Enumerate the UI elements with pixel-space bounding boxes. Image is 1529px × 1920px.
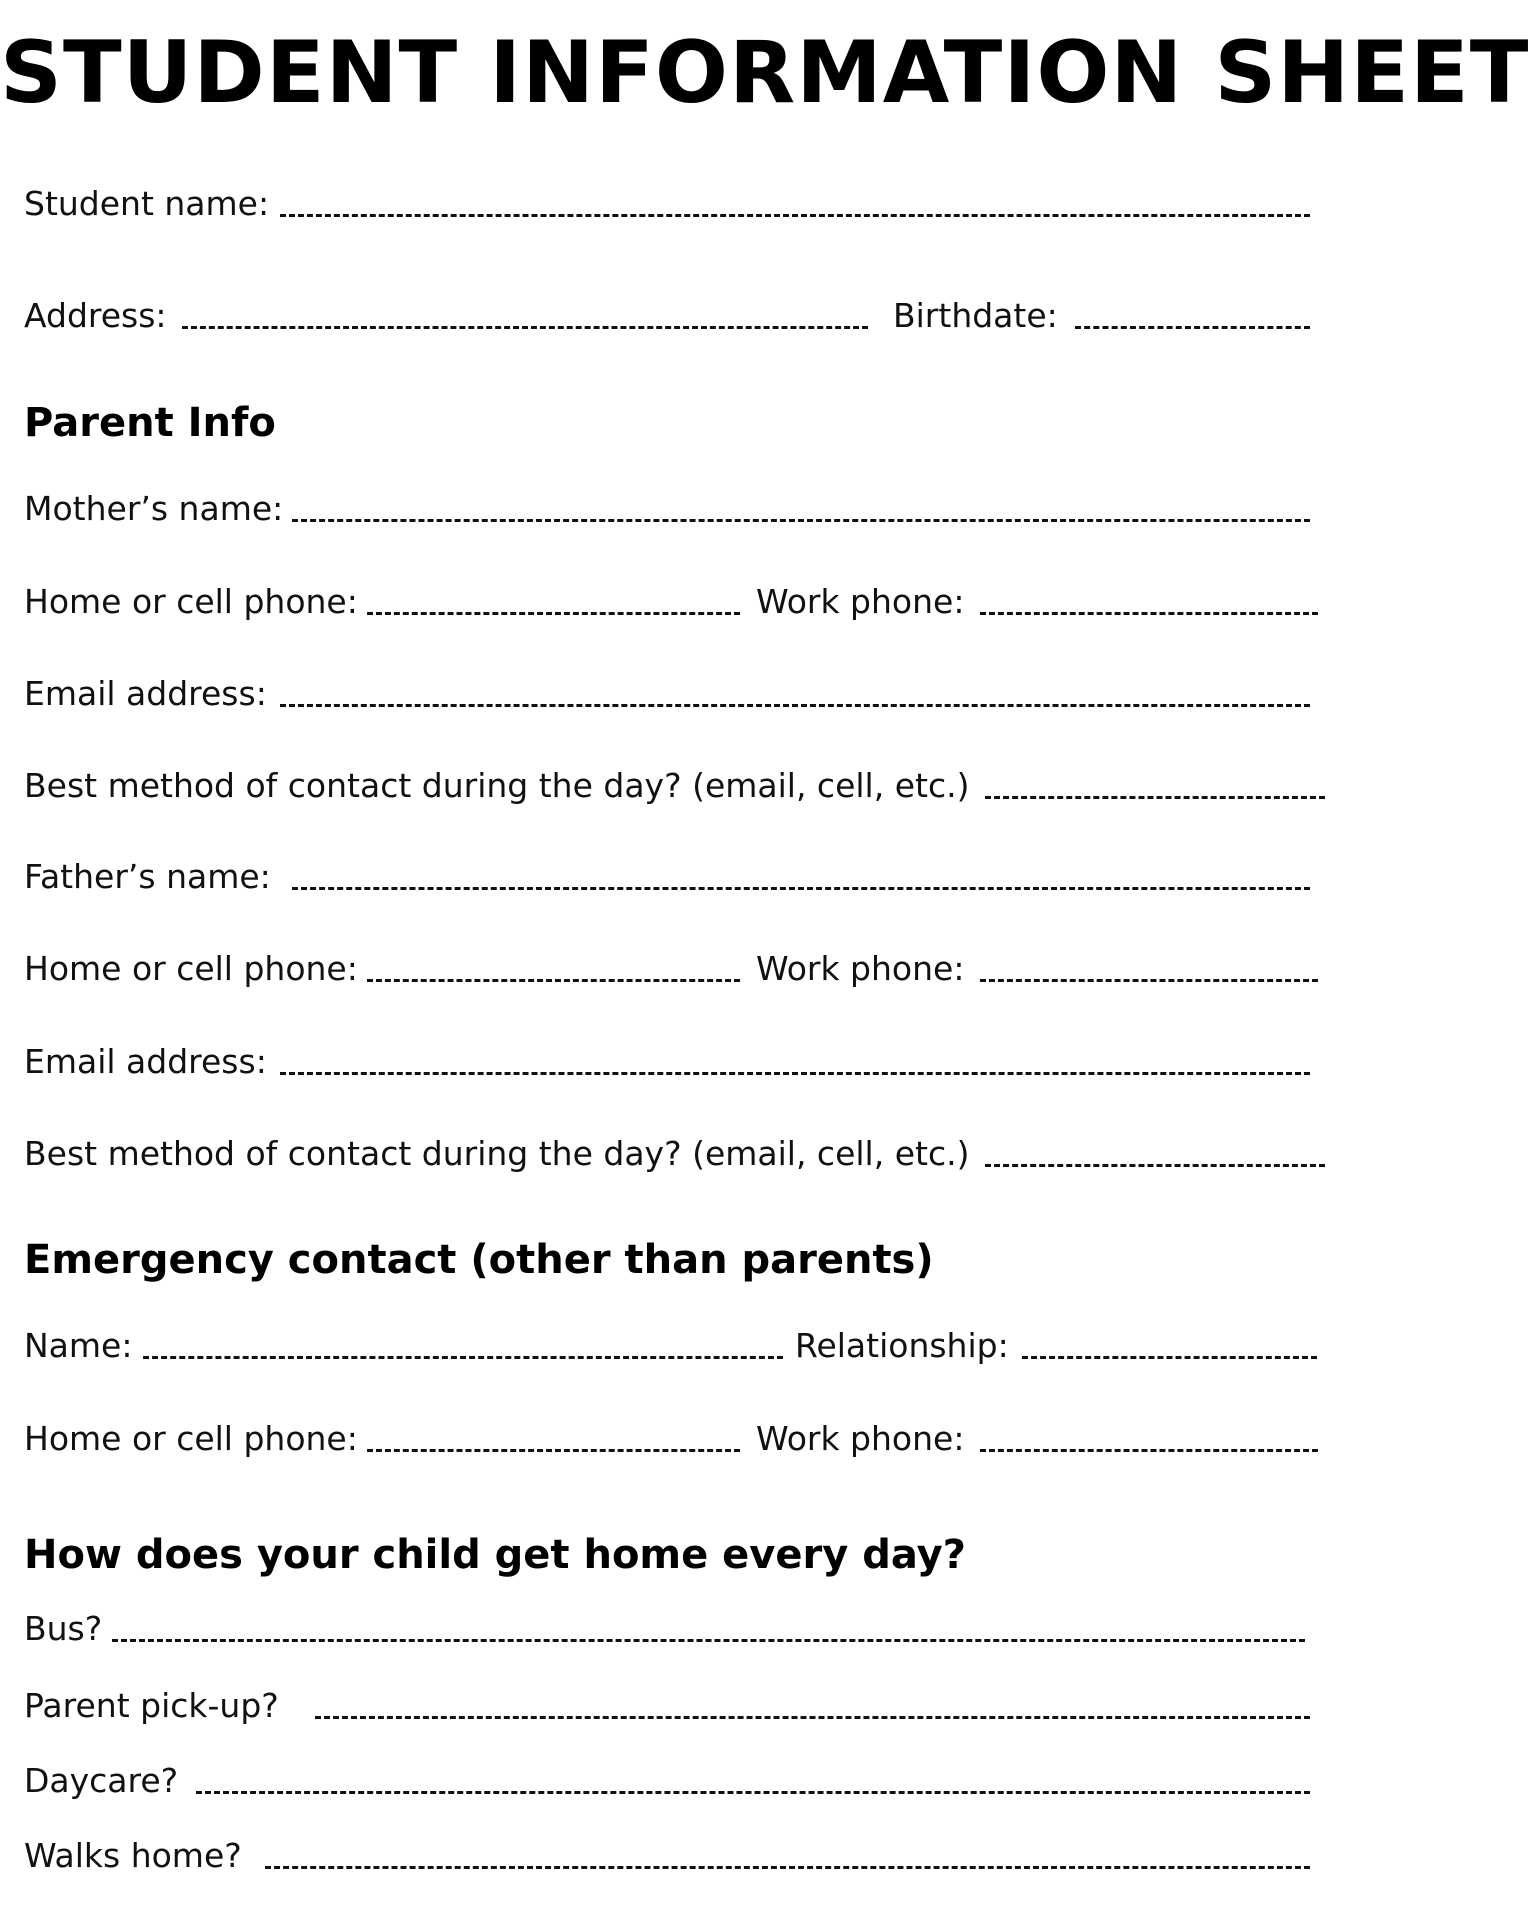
mother-email-label: Email address: (24, 674, 267, 713)
mother-name-field[interactable] (292, 485, 1310, 525)
student-name-label: Student name: (24, 184, 270, 223)
daycare-row (0, 1757, 1350, 1805)
father-email-row (0, 1038, 1350, 1086)
address-field[interactable] (182, 292, 868, 332)
mother-email-row (0, 670, 1350, 718)
mother-work-label: Work phone: (756, 582, 965, 621)
mother-work-field[interactable] (980, 578, 1318, 618)
relationship-field[interactable] (1022, 1322, 1317, 1362)
mother-phone-field[interactable] (367, 578, 740, 618)
pickup-label: Parent pick-up? (24, 1686, 279, 1725)
address-label: Address: (24, 296, 167, 335)
emergency-work-label: Work phone: (756, 1419, 965, 1458)
emergency-phone-label: Home or cell phone: (24, 1419, 358, 1458)
transport-heading: How does your child get home every day? (24, 1532, 966, 1578)
father-contact-row (0, 1130, 1350, 1178)
emergency-phone-row (0, 1415, 1350, 1463)
bus-label: Bus? (24, 1609, 103, 1648)
walks-field[interactable] (265, 1832, 1310, 1872)
emergency-heading: Emergency contact (other than parents) (24, 1237, 934, 1283)
mother-email-field[interactable] (280, 670, 1310, 710)
emergency-name-field[interactable] (143, 1322, 783, 1362)
mother-contact-field[interactable] (985, 762, 1325, 802)
father-contact-label: Best method of contact during the day? (email, cell, etc.) (24, 1134, 970, 1173)
father-email-field[interactable] (280, 1038, 1310, 1078)
parent-info-heading: Parent Info (24, 400, 276, 446)
mother-contact-label: Best method of contact during the day? (email, cell, etc.) (24, 766, 970, 805)
emergency-phone-field[interactable] (367, 1415, 740, 1455)
mother-phone-row (0, 578, 1350, 626)
birthdate-label: Birthdate: (893, 296, 1058, 335)
page-title: STUDENT INFORMATION SHEET (0, 23, 1529, 123)
student-name-row (0, 180, 1350, 228)
address-row (0, 292, 1350, 340)
bus-field[interactable] (112, 1605, 1305, 1645)
bus-row (0, 1605, 1350, 1653)
father-phone-label: Home or cell phone: (24, 949, 358, 988)
father-name-field[interactable] (292, 853, 1310, 893)
father-work-label: Work phone: (756, 949, 965, 988)
father-phone-field[interactable] (367, 945, 740, 985)
father-phone-row (0, 945, 1350, 993)
emergency-work-field[interactable] (980, 1415, 1318, 1455)
emergency-name-row (0, 1322, 1350, 1370)
mother-phone-label: Home or cell phone: (24, 582, 358, 621)
walks-row (0, 1832, 1350, 1880)
birthdate-field[interactable] (1075, 292, 1310, 332)
mother-name-row (0, 485, 1350, 533)
father-email-label: Email address: (24, 1042, 267, 1081)
father-work-field[interactable] (980, 945, 1318, 985)
walks-label: Walks home? (24, 1836, 242, 1875)
mother-contact-row (0, 762, 1350, 810)
father-name-row (0, 853, 1350, 901)
father-name-label: Father’s name: (24, 857, 271, 896)
pickup-field[interactable] (315, 1682, 1310, 1722)
relationship-label: Relationship: (795, 1326, 1009, 1365)
student-name-field[interactable] (280, 180, 1310, 220)
pickup-row (0, 1682, 1350, 1730)
daycare-label: Daycare? (24, 1761, 179, 1800)
father-contact-field[interactable] (985, 1130, 1325, 1170)
emergency-name-label: Name: (24, 1326, 133, 1365)
daycare-field[interactable] (196, 1757, 1310, 1797)
mother-name-label: Mother’s name: (24, 489, 284, 528)
